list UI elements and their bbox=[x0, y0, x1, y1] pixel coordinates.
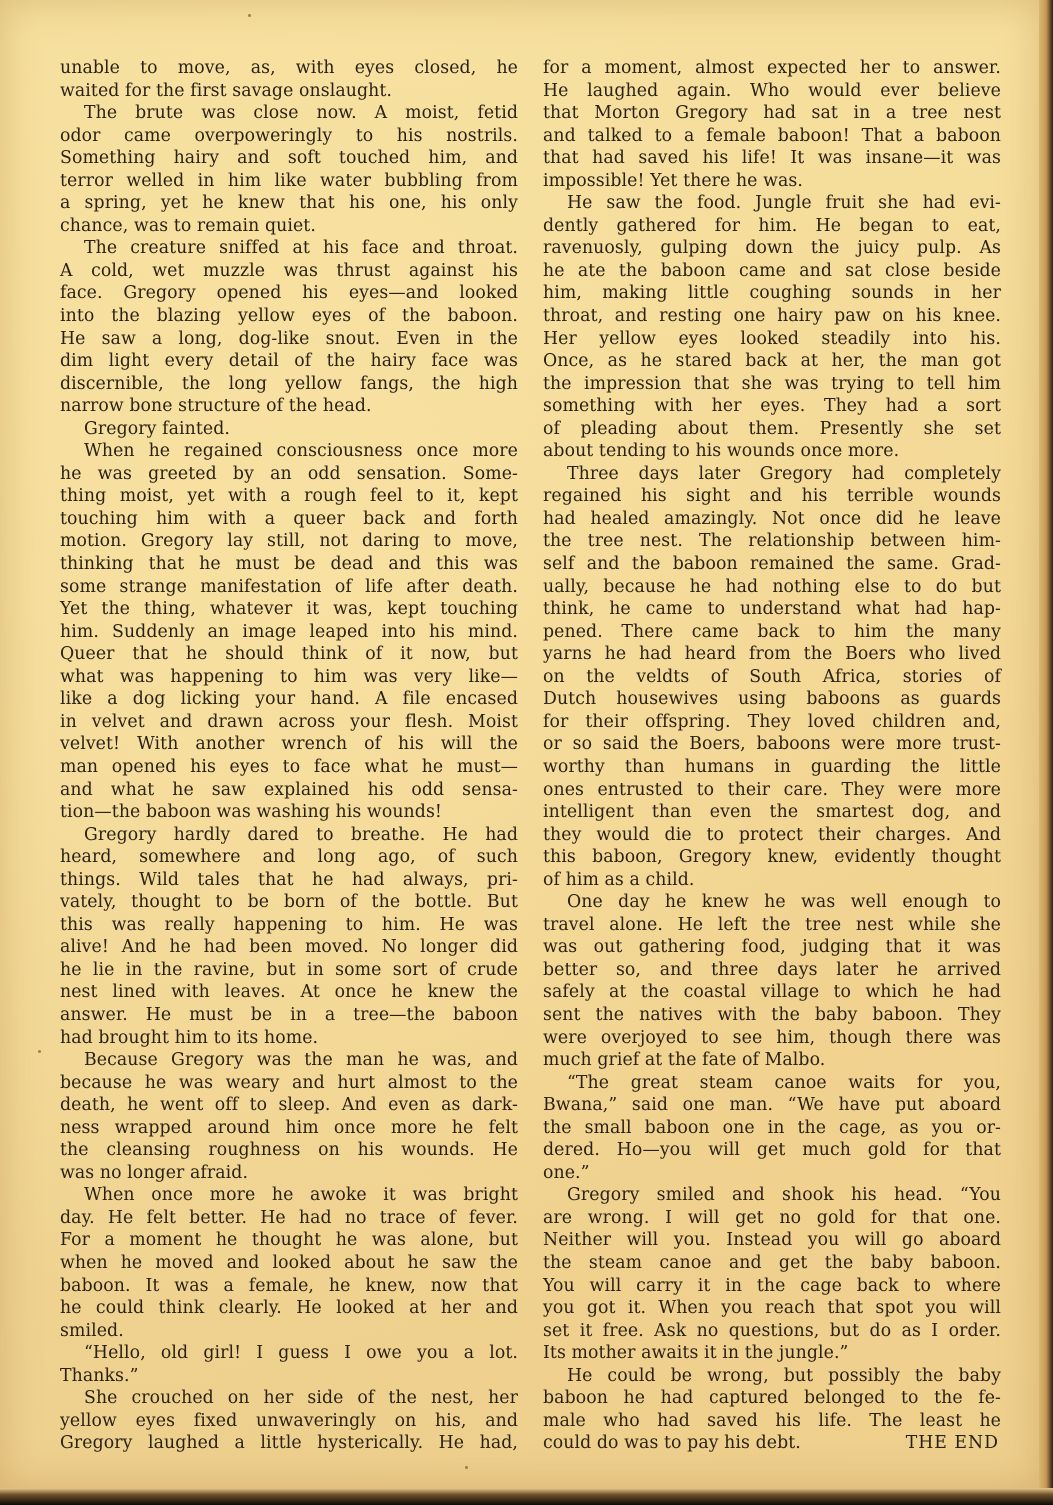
text-line: ness wrapped around him once more he felt bbox=[60, 1117, 518, 1138]
text-line: safely at the coastal village to which he had bbox=[543, 982, 1001, 1003]
paragraph bbox=[60, 418, 518, 441]
paragraph bbox=[60, 57, 518, 102]
text-line: him, making little coughing sounds in her bbox=[543, 283, 1001, 304]
paragraph bbox=[543, 192, 1001, 463]
text-line: “The great steam canoe waits for you, bbox=[567, 1072, 1001, 1093]
text-line: regained his sight and his terrible wounds bbox=[543, 486, 1001, 507]
paragraph bbox=[543, 891, 1001, 1071]
text-line: thing moist, yet with a rough feel to it, kept bbox=[60, 486, 518, 507]
text-line: dently gathered for him. He began to eat, bbox=[543, 215, 1001, 236]
text-line: one.” bbox=[543, 1162, 590, 1183]
text-line: male who had saved his life. The least he bbox=[543, 1410, 1001, 1431]
text-line: He laughed again. Who would ever believe bbox=[543, 80, 1001, 101]
text-line: much grief at the fate of Malbo. bbox=[543, 1050, 826, 1071]
text-line: this baboon, Gregory knew, evidently thought bbox=[543, 847, 1001, 868]
text-line: intelligent than even the smartest dog, and bbox=[543, 802, 1001, 823]
text-line: when he moved and looked about he saw the bbox=[60, 1252, 518, 1273]
text-line: face. Gregory opened his eyes—and looked bbox=[60, 283, 518, 304]
right-text-column bbox=[543, 57, 1001, 1455]
paragraph bbox=[543, 463, 1001, 891]
text-line: something with her eyes. They had a sort bbox=[543, 396, 1001, 417]
paragraph bbox=[60, 824, 518, 1049]
text-line: Bwana,” said one man. “We have put aboard bbox=[543, 1095, 1001, 1116]
text-line: about tending to his wounds once more. bbox=[543, 441, 900, 462]
text-line: When once more he awoke it was bright bbox=[84, 1185, 518, 1206]
text-line: ually, because he had nothing else to do but bbox=[543, 576, 1001, 597]
text-line: things. Wild tales that he had always, pri- bbox=[60, 869, 518, 890]
text-line: waited for the first savage onslaught. bbox=[60, 80, 392, 101]
text-line: odor came overpoweringly to his nostrils. bbox=[60, 125, 518, 146]
text-line: think, he came to understand what had hap- bbox=[543, 599, 1001, 620]
text-line: ones entrusted to their care. They were more bbox=[543, 779, 1001, 800]
text-line: you got it. When you reach that spot you will bbox=[543, 1298, 1001, 1319]
text-line: heard, somewhere and long ago, of such bbox=[60, 847, 518, 868]
text-line: vately, thought to be born of the bottle. But bbox=[60, 892, 518, 913]
text-line: throat, and resting one hairy paw on his knee. bbox=[543, 306, 1001, 327]
text-line: nest lined with leaves. At once he knew the bbox=[60, 982, 518, 1003]
text-line: chance, was to remain quiet. bbox=[60, 215, 316, 236]
text-line: they would die to protect their charges. And bbox=[543, 824, 1001, 845]
text-line: set it free. Ask no questions, but do as I order. bbox=[543, 1320, 1001, 1341]
text-line: what was happening to him was very like— bbox=[60, 666, 518, 687]
text-line: answer. He must be in a tree—the baboon bbox=[60, 1004, 518, 1025]
text-line: Because Gregory was the man he was, and bbox=[84, 1050, 518, 1071]
paragraph bbox=[60, 1387, 518, 1455]
text-line: When he regained consciousness once more bbox=[84, 441, 518, 462]
text-line: the steam canoe and get the baby baboon. bbox=[543, 1252, 1001, 1273]
text-line: the small baboon one in the cage, as you or- bbox=[543, 1117, 1001, 1138]
text-line: self and the baboon remained the same. Grad- bbox=[543, 554, 1001, 575]
text-line: Gregory fainted. bbox=[84, 418, 230, 439]
text-line: and talked to a female baboon! That a baboon bbox=[543, 125, 1001, 146]
text-line: the cleansing roughness on his wounds. He bbox=[60, 1140, 518, 1161]
text-line: impossible! Yet there he was. bbox=[543, 170, 803, 191]
paragraph bbox=[60, 1049, 518, 1184]
text-line: “Hello, old girl! I guess I owe you a lot. bbox=[84, 1343, 518, 1364]
text-line: travel alone. He left the tree nest while she bbox=[543, 914, 1001, 935]
text-line: death, he went off to sleep. And even as dark- bbox=[60, 1095, 518, 1116]
text-line: because he was weary and hurt almost to the bbox=[60, 1072, 518, 1093]
text-line: Yet the thing, whatever it was, kept touching bbox=[60, 599, 518, 620]
text-line: this was really happening to him. He was bbox=[60, 914, 518, 935]
text-line: day. He felt better. He had no trace of fever. bbox=[60, 1207, 518, 1228]
page-spine-edge bbox=[1039, 0, 1053, 1505]
text-line: that Morton Gregory had sat in a tree nest bbox=[543, 103, 1001, 124]
text-line: Its mother awaits it in the jungle.” bbox=[543, 1343, 849, 1364]
text-line: alive! And he had been moved. No longer did bbox=[60, 937, 518, 958]
text-line: into the blazing yellow eyes of the baboon. bbox=[60, 306, 518, 327]
text-line: narrow bone structure of the head. bbox=[60, 396, 372, 417]
text-line: You will carry it in the cage back to where bbox=[543, 1275, 1001, 1296]
text-line: He saw a long, dog-like snout. Even in the bbox=[60, 328, 518, 349]
text-line: Something hairy and soft touched him, and bbox=[60, 148, 518, 169]
text-line: the tree nest. The relationship between him- bbox=[543, 531, 1001, 552]
text-line: touching him with a queer back and forth bbox=[60, 508, 518, 529]
text-line: for a moment, almost expected her to answer. bbox=[543, 58, 1001, 78]
text-line: smiled. bbox=[60, 1320, 124, 1341]
text-line: ravenuosly, gulping down the juicy pulp. As bbox=[543, 238, 1001, 259]
text-line: He could be wrong, but possibly the baby bbox=[567, 1365, 1001, 1386]
text-line: Queer that he should think of it now, but bbox=[60, 644, 518, 665]
text-line: baboon. It was a female, he knew, now that bbox=[60, 1275, 518, 1296]
text-line: baboon he had captured belonged to the fe- bbox=[543, 1388, 1001, 1409]
paragraph bbox=[543, 1184, 1001, 1364]
text-line: terror welled in him like water bubbling from bbox=[60, 170, 518, 191]
paper-speck bbox=[248, 14, 251, 17]
text-line: he was greeted by an odd sensation. Some- bbox=[60, 463, 518, 484]
the-end-mark: THE END bbox=[905, 1433, 999, 1454]
paper-speck bbox=[38, 1050, 41, 1053]
text-line: a spring, yet he knew that his one, his only bbox=[60, 193, 518, 214]
page-bottom-edge bbox=[0, 1488, 1053, 1505]
text-line: in velvet and drawn across your flesh. Moist bbox=[60, 711, 518, 732]
text-line: He saw the food. Jungle fruit she had evi- bbox=[567, 193, 1001, 214]
text-line: Gregory hardly dared to breathe. He had bbox=[84, 824, 518, 845]
text-line: Three days later Gregory had completely bbox=[567, 463, 1001, 484]
paper-speck bbox=[465, 1466, 468, 1469]
text-line: unable to move, as, with eyes closed, he bbox=[60, 58, 518, 78]
text-line: on the veldts of South Africa, stories of bbox=[543, 666, 1001, 687]
text-line: pened. There came back to him the many bbox=[543, 621, 1001, 642]
text-line: like a dog licking your hand. A file encased bbox=[60, 689, 518, 710]
text-line: For a moment he thought he was alone, but bbox=[60, 1230, 518, 1251]
text-line: of pleading about them. Presently she set bbox=[543, 418, 1001, 439]
text-line: thinking that he must be dead and this was bbox=[60, 554, 518, 575]
text-line: was no longer afraid. bbox=[60, 1162, 249, 1183]
paragraph bbox=[60, 440, 518, 823]
text-line: he ate the baboon came and sat close beside bbox=[543, 260, 1001, 281]
paragraph bbox=[60, 102, 518, 237]
text-line: Dutch housewives using baboons as guards bbox=[543, 689, 1001, 710]
text-line: man opened his eyes to face what he must— bbox=[60, 756, 518, 777]
text-line: She crouched on her side of the nest, her bbox=[84, 1388, 518, 1409]
text-line: the impression that she was trying to tell him bbox=[543, 373, 1001, 394]
paragraph bbox=[543, 1365, 1001, 1455]
text-line: One day he knew he was well enough to bbox=[567, 892, 1001, 913]
text-line: Once, as he stared back at her, the man got bbox=[543, 351, 1001, 372]
text-line: Neither will you. Instead you will go aboard bbox=[543, 1230, 1001, 1251]
text-line: dered. Ho—you will get much gold for that bbox=[543, 1140, 1001, 1161]
text-line: had healed amazingly. Not once did he leave bbox=[543, 508, 1001, 529]
text-line: for their offspring. They loved children and, bbox=[543, 711, 1001, 732]
text-line: that had saved his life! It was insane—it was bbox=[543, 148, 1001, 169]
text-line: Gregory smiled and shook his head. “You bbox=[567, 1185, 1001, 1206]
text-line: dim light every detail of the hairy face was bbox=[60, 351, 518, 372]
text-line: he lie in the ravine, but in some sort of crude bbox=[60, 959, 518, 980]
left-text-column bbox=[60, 57, 518, 1455]
paragraph bbox=[60, 1184, 518, 1342]
text-line: discernible, the long yellow fangs, the high bbox=[60, 373, 518, 394]
text-line: sent the natives with the baby baboon. They bbox=[543, 1004, 1001, 1025]
text-line: worthy than humans in guarding the little bbox=[543, 756, 1001, 777]
text-line: Her yellow eyes looked steadily into his. bbox=[543, 328, 1001, 349]
text-line: was out gathering food, judging that it was bbox=[543, 937, 1001, 958]
paragraph bbox=[60, 1342, 518, 1387]
text-line: motion. Gregory lay still, not daring to move, bbox=[60, 531, 518, 552]
text-line: velvet! With another wrench of his will the bbox=[60, 734, 518, 755]
text-line: Gregory laughed a little hysterically. He had, bbox=[60, 1433, 518, 1454]
paragraph bbox=[543, 57, 1001, 192]
text-line: better so, and three days later he arrived bbox=[543, 959, 1001, 980]
text-line: he could think clearly. He looked at her and bbox=[60, 1298, 518, 1319]
paragraph bbox=[60, 237, 518, 417]
text-line: yarns he had heard from the Boers who lived bbox=[543, 644, 1001, 665]
text-line: of him as a child. bbox=[543, 869, 695, 890]
text-line bbox=[543, 1432, 1001, 1455]
paragraph bbox=[543, 1072, 1001, 1185]
text-line: Thanks.” bbox=[60, 1365, 139, 1386]
text-line-content: could do was to pay his debt. bbox=[543, 1433, 801, 1454]
text-line: The brute was close now. A moist, fetid bbox=[84, 103, 518, 124]
text-line: tion—the baboon was washing his wounds! bbox=[60, 802, 442, 823]
text-line: and what he saw explained his odd sensa- bbox=[60, 779, 518, 800]
text-line: had brought him to its home. bbox=[60, 1027, 319, 1048]
text-line: or so said the Boers, baboons were more trust- bbox=[543, 734, 1001, 755]
text-line: A cold, wet muzzle was thrust against his bbox=[60, 260, 518, 281]
text-line: The creature sniffed at his face and throat. bbox=[84, 238, 518, 259]
text-line: him. Suddenly an image leaped into his mind. bbox=[60, 621, 518, 642]
text-line: were overjoyed to see him, though there was bbox=[543, 1027, 1001, 1048]
text-line: yellow eyes fixed unwaveringly on his, and bbox=[60, 1410, 518, 1431]
text-line: are wrong. I will get no gold for that one. bbox=[543, 1207, 1001, 1228]
text-line: some strange manifestation of life after death. bbox=[60, 576, 518, 597]
